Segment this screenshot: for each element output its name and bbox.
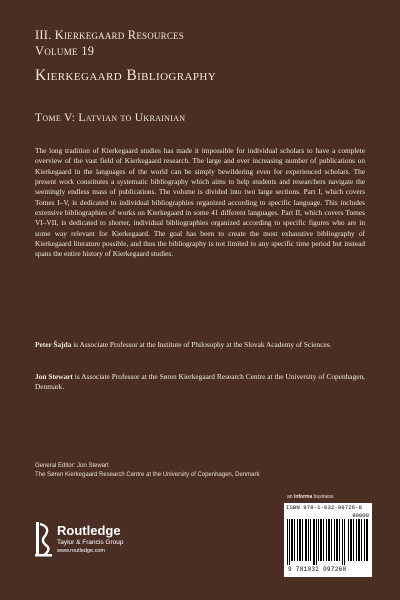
general-editor-block [35,462,259,480]
author-name: Peter Šajda [35,340,72,349]
book-title: Kierkegaard Bibliography [35,67,217,84]
publisher-text [57,523,123,555]
author-bio-text: is Associate Professor at the Søren Kierkegaard Research Centre at the University of Copenhagen, Denmark. [35,372,366,392]
barcode-number: 9 781032 097268 [288,566,347,573]
volume-number: Volume 19 [35,44,95,58]
barcode-bars-main [287,519,345,565]
author-bio-text: is Associate Professor at the Institute of Philosophy at the Slovak Academy of Sciences. [71,340,332,349]
isbn-text: ISBN 978-1-032-09726-8 [286,504,363,511]
tome-subtitle: Tome V: Latvian to Ukrainian [35,112,186,124]
informa-prefix: an [287,494,294,500]
barcode-bars-addon [348,519,368,565]
author-bio-stewart [35,372,365,393]
description-paragraph: The long tradition of Kierkegaard studies has made it impossible for individual scholars to have a complete overview of the vast field of Kierkegaard research. The large and ever increasing number of publications on Kierkegaard in the languages of the world can be simply bewildering even for experienced scholars. The present work constitutes a systematic bibliography which aims to help students and researchers navigate the seemingly endless mass of publications. The volume is divided into two large sections. Part I, which covers Tomes I–V, is dedicated to individual bibliographies organized according to specific language. This includes extensive bibliographies of works on Kierkegaard in some 41 different languages. Part II, which covers Tomes VI–VII, is dedicated to shorter, individual bibliographies organized according to specific figures who are in some way relevant for Kierkegaard. The goal has been to create the most exhaustive bibliography of Kierkegaard literature possible, and thus the bibliography is not limited to any specific time period but instead spans the entire history of Kierkegaard studies. [35,146,365,259]
publisher-url: www.routledge.com [57,548,105,554]
price-code: 90000 [352,512,369,519]
informa-suffix: business [312,494,334,500]
publisher-group: Taylor & Francis Group [57,539,124,546]
publisher-name: Routledge [57,523,121,538]
informa-brand: informa [293,494,313,500]
informa-business-label [287,494,333,500]
author-bio-sajda [35,340,365,350]
routledge-emblem-icon [35,522,52,557]
general-editor-line: General Editor: Jon Stewart [35,463,109,469]
isbn-barcode [284,503,372,577]
routledge-logo [35,522,175,572]
research-centre-line: The Søren Kierkegaard Research Centre at the University of Copenhagen, Denmark [35,472,260,478]
author-name: Jon Stewart [35,372,73,381]
series-title: III. Kierkegaard Resources [35,28,184,42]
